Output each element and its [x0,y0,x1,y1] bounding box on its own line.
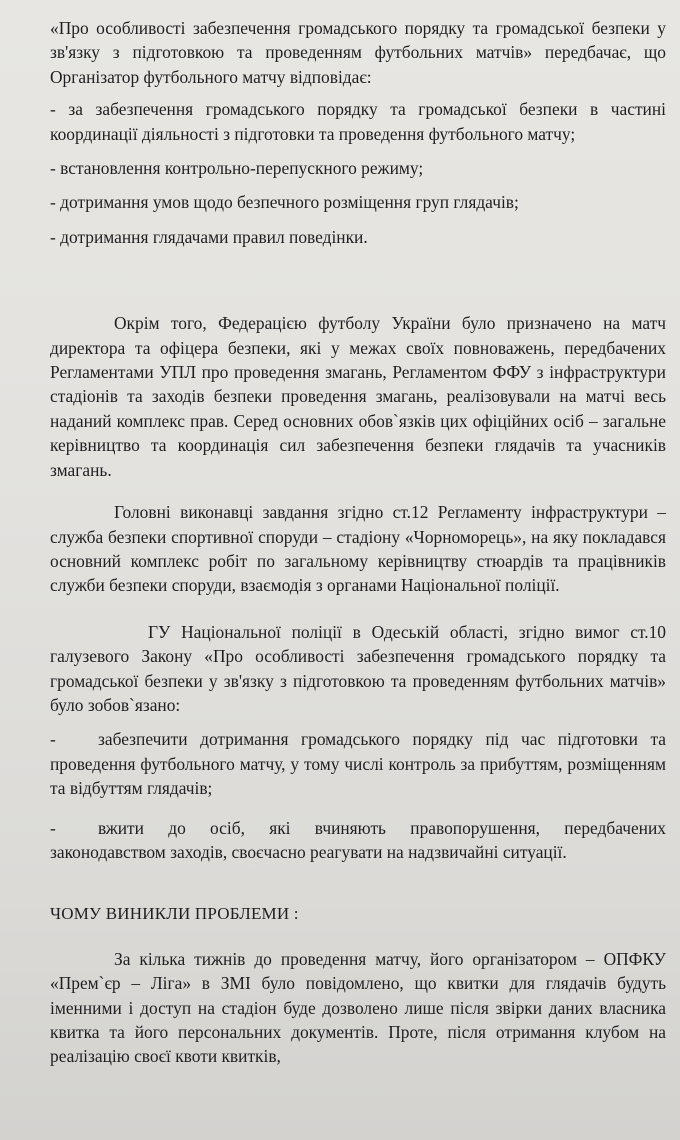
duty-item: - встановлення контрольно-перепускного режиму; [50,158,424,179]
problems-paragraph: За кілька тижнів до проведення матчу, його організатором – ОПФКУ «Прем`єр – Ліга» в ЗМІ було повідомлено, що квитки для глядачів будуть іменними і доступ на стадіон буде дозволено лише після звірки даних власника квитка та його персональних документів. Проте, після отримання клубом на реалізацію своєї квоти квитків, [50,948,666,1067]
ffu-paragraph: Окрім того, Федерацією футболу України було призначено на матч директора та офіцера безпеки, які у межах своїх повноважень, передбачених Регламентами УПЛ про проведення змагань, Регламентом ФФУ з інфраструктури стадіонів та заходів безпеки проведення змагань, реалізовували на матчі весь наданий комплекс прав. Серед основних обов`язків цих офіційних осіб – загальне керівництво та координація сил забезпечення безпеки глядачів та учасників змагань. [50,313,666,480]
list-dash: - [50,729,56,750]
police-duty-item [50,816,666,865]
duty-item: - за забезпечення громадського порядку та громадської безпеки в частині координації діяльності з підготовки та проведення футбольного матчу; [50,99,666,144]
intro-paragraph: «Про особливості забезпечення громадського порядку та громадської безпеки у зв'язку з підготовкою та проведенням футбольних матчів» передбачає, що Організатор футбольного матчу відповідає: [50,18,666,87]
section-heading: ЧОМУ ВИНИКЛИ ПРОБЛЕМИ : [50,904,299,924]
police-paragraph: ГУ Національної поліції в Одеській області, згідно вимог ст.10 галузевого Закону «Про особливості забезпечення громадського порядку та громадської безпеки у зв'язку з підготовкою та проведенням футбольних матчів» було зобов`язано: [50,621,666,715]
police-duty-text: забезпечити дотримання громадського порядку під час підготовки та проведення футбольного матчу, у тому числі контроль за прибуттям, розміщенням та відбуттям глядачів; [50,729,666,799]
duty-item: - дотримання умов щодо безпечного розміщення груп глядачів; [50,192,519,213]
list-dash: - [50,817,56,838]
police-duty-item [50,727,666,800]
duty-item: - дотримання глядачами правил поведінки. [50,226,368,247]
executors-paragraph: Головні виконавці завдання згідно ст.12 Регламенту інфраструктури – служба безпеки спортивної споруди – стадіону «Чорноморець», на яку покладався основний комплекс робіт по загальному керівництву стюардів та працівників служби безпеки споруди, взаємодія з органами Національної поліції. [50,502,666,596]
police-duty-text: вжити до осіб, які вчиняють правопорушення, передбачених законодавством заходів, своєчасно реагувати на надзвичайні ситуації. [50,817,666,862]
